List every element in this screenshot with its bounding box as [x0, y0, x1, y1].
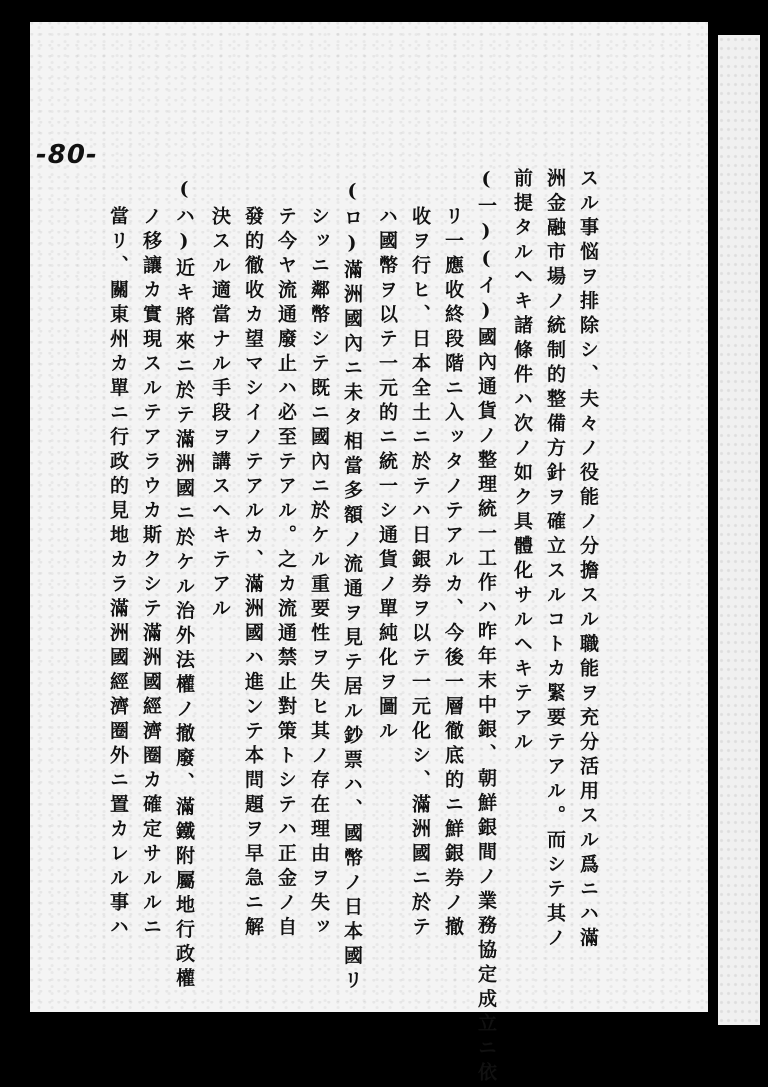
text-column-6: 收ヲ行ヒ、日本全土ニ於テハ日銀券ヲ以テ一元化シ、滿洲國ニ於テ [409, 206, 431, 941]
text-column-1: スル事悩ヲ排除シ、夫々ノ役能ノ分擔スル職能ヲ充分活用スル爲ニハ滿 [577, 168, 599, 952]
document-page [30, 22, 708, 1012]
text-column-13: (ハ)近キ將來ニ於テ滿洲國ニ於ケル治外法權ノ撤廢、滿鐵附屬地行政權 [173, 178, 195, 993]
text-column-9: シッニ鄰幣シテ既ニ國內ニ於ケル重要性ヲ失ヒ其ノ存在理由ヲ失ッ [308, 206, 330, 941]
text-column-12: 決スル適當ナル手段ヲ講スヘキテアル [209, 206, 231, 623]
text-column-11: 發的徹收カ望マシイノテアルカ、滿洲國ハ進ンテ本問題ヲ早急ニ解 [242, 206, 264, 941]
text-column-5: リ一應收終段階ニ入ッタノテアルカ、今後一層徹底的ニ鮮銀券ノ撤 [442, 206, 464, 941]
text-column-3: 前提タルヘキ諸條件ハ次ノ如ク具體化サルヘキテアル [511, 168, 533, 756]
text-column-15: 當リ、關東州カ單ニ行政的見地カラ滿洲國經濟圈外ニ置カレル事ハ [107, 206, 129, 941]
text-column-4: (一)(イ)國內通貨ノ整理統一工作ハ昨年末中銀、朝鮮銀間ノ業務協定成立ニ依 [475, 168, 497, 1087]
adjacent-page-edge [718, 35, 760, 1025]
text-column-8: (ロ)滿洲國內ニ未タ相當多額ノ流通ヲ見テ居ル鈔票ハ、國幣ノ日本國リ [341, 180, 363, 995]
text-column-7: ハ國幣ヲ以テ一元的ニ統一シ通貨ノ單純化ヲ圖ル [376, 206, 398, 745]
text-column-10: テ今ヤ流通廢止ハ必至テアル。之カ流通禁止對策トシテハ正金ノ自 [275, 206, 297, 941]
text-column-2: 洲金融市場ノ統制的整備方針ヲ確立スルコトカ緊要テアル。而シテ其ノ [544, 168, 566, 952]
page-number: -80- [36, 140, 98, 170]
text-column-14: ノ移讓カ實現スルテアラウカ斯クシテ滿洲國經濟圈カ確定サルルニ [140, 206, 162, 941]
